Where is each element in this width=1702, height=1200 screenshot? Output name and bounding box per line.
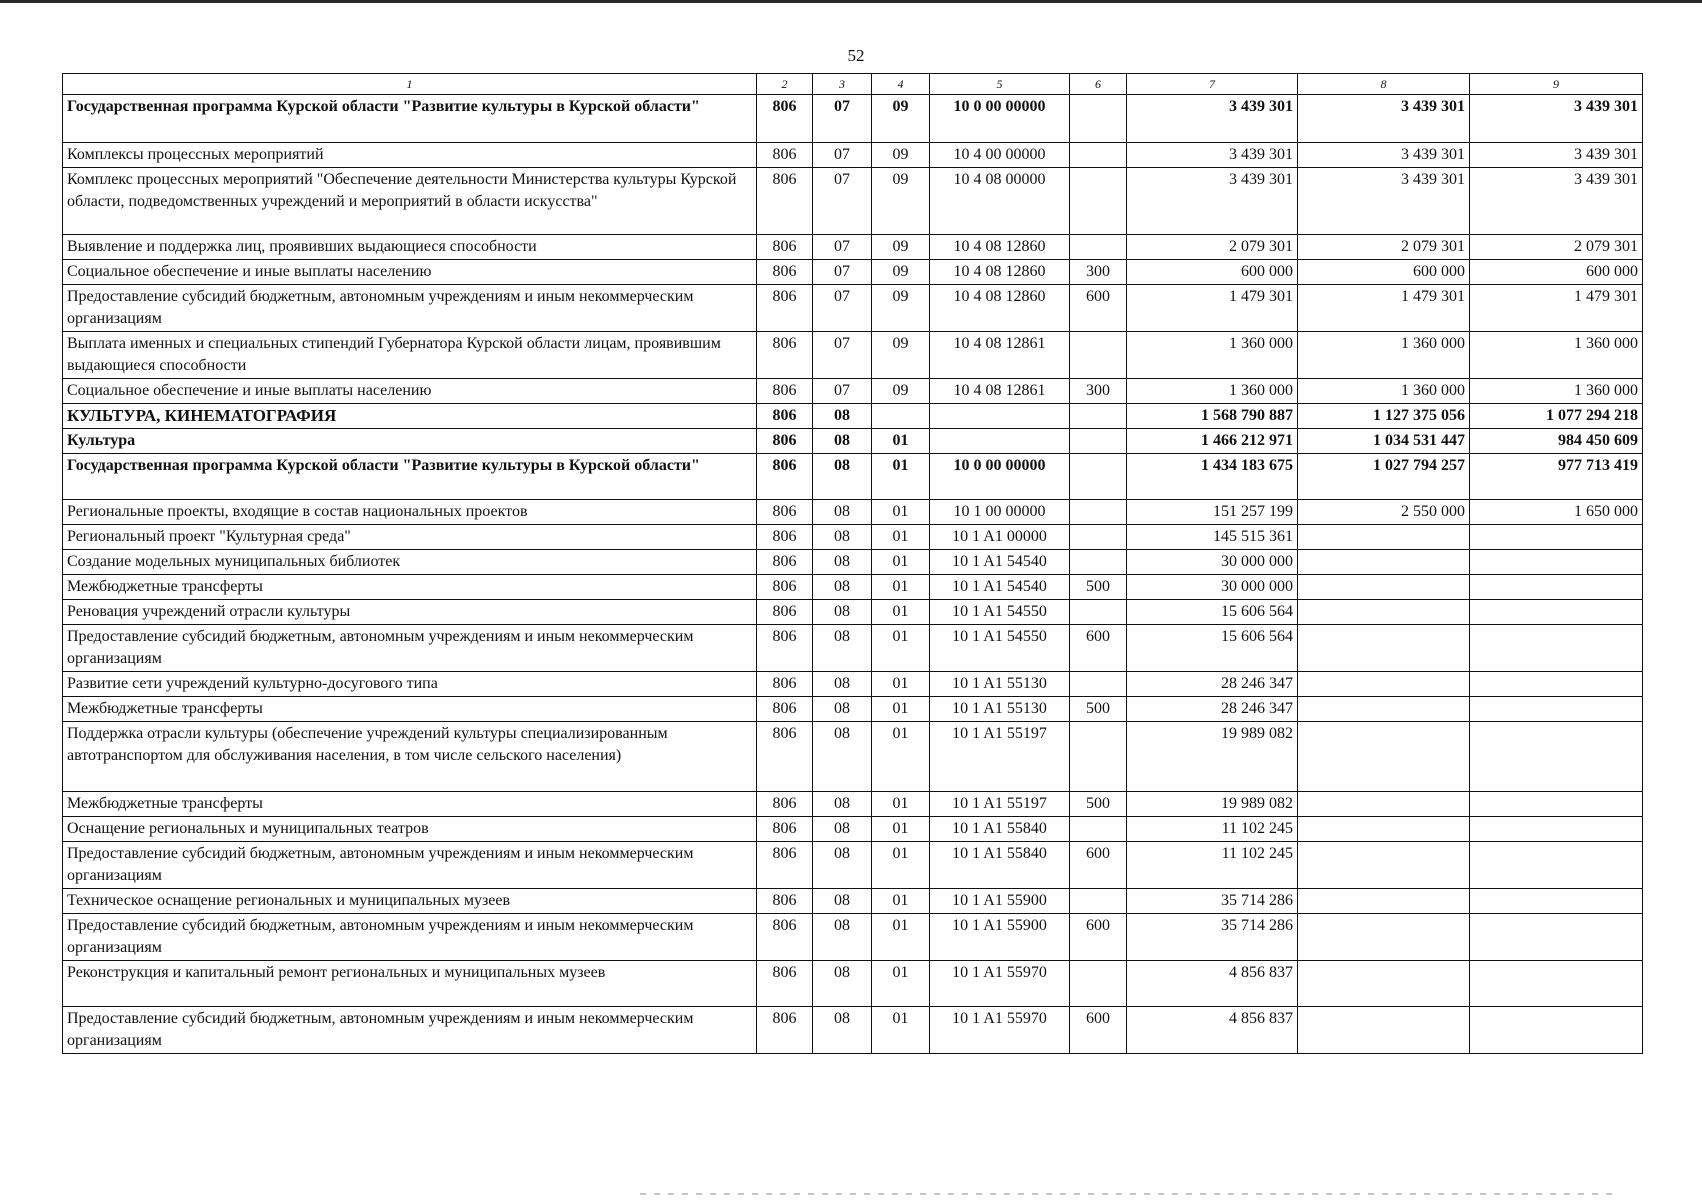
table-row bbox=[63, 168, 1643, 235]
subsection-code: 01 bbox=[872, 550, 930, 575]
amount-col-8: 1 027 794 257 bbox=[1298, 454, 1470, 500]
row-name: Социальное обеспечение и иные выплаты населению bbox=[63, 379, 757, 404]
section-code: 08 bbox=[813, 889, 872, 914]
admin-code: 806 bbox=[757, 285, 813, 332]
row-name: Культура bbox=[63, 429, 757, 454]
target-article-code: 10 1 00 00000 bbox=[930, 500, 1070, 525]
section-code: 07 bbox=[813, 285, 872, 332]
expense-type-code bbox=[1070, 600, 1127, 625]
row-name: Комплексы процессных мероприятий bbox=[63, 143, 757, 168]
expense-type-code bbox=[1070, 722, 1127, 792]
table-row bbox=[63, 285, 1643, 332]
target-article-code: 10 4 08 12861 bbox=[930, 332, 1070, 379]
expense-type-code bbox=[1070, 429, 1127, 454]
section-code: 08 bbox=[813, 404, 872, 429]
amount-col-9 bbox=[1470, 625, 1643, 672]
table-row bbox=[63, 697, 1643, 722]
amount-col-9: 600 000 bbox=[1470, 260, 1643, 285]
target-article-code: 10 4 08 12861 bbox=[930, 379, 1070, 404]
page-number: 52 bbox=[847, 46, 865, 65]
amount-col-7: 1 434 183 675 bbox=[1127, 454, 1298, 500]
amount-col-9: 1 360 000 bbox=[1470, 379, 1643, 404]
subsection-code: 01 bbox=[872, 672, 930, 697]
table-row bbox=[63, 95, 1643, 143]
section-code: 07 bbox=[813, 379, 872, 404]
section-code: 08 bbox=[813, 600, 872, 625]
amount-col-7: 4 856 837 bbox=[1127, 1007, 1298, 1054]
section-code: 08 bbox=[813, 575, 872, 600]
row-name: Предоставление субсидий бюджетным, автономным учреждениям и иным некоммерческим организациям bbox=[63, 1007, 757, 1054]
table-row bbox=[63, 143, 1643, 168]
section-code: 07 bbox=[813, 168, 872, 235]
target-article-code bbox=[930, 404, 1070, 429]
column-header: 2 bbox=[757, 74, 813, 95]
amount-col-7: 151 257 199 bbox=[1127, 500, 1298, 525]
target-article-code: 10 1 A1 55840 bbox=[930, 842, 1070, 889]
amount-col-8: 3 439 301 bbox=[1298, 168, 1470, 235]
amount-col-9 bbox=[1470, 792, 1643, 817]
amount-col-9 bbox=[1470, 722, 1643, 792]
column-header: 8 bbox=[1298, 74, 1470, 95]
target-article-code: 10 1 A1 54540 bbox=[930, 550, 1070, 575]
admin-code: 806 bbox=[757, 575, 813, 600]
amount-col-9 bbox=[1470, 1007, 1643, 1054]
amount-col-8: 1 479 301 bbox=[1298, 285, 1470, 332]
target-article-code: 10 4 08 12860 bbox=[930, 260, 1070, 285]
amount-col-8 bbox=[1298, 914, 1470, 961]
section-code: 08 bbox=[813, 697, 872, 722]
expense-type-code bbox=[1070, 889, 1127, 914]
row-name: Государственная программа Курской области "Развитие культуры в Курской области" bbox=[63, 454, 757, 500]
row-name: Предоставление субсидий бюджетным, автономным учреждениям и иным некоммерческим организациям bbox=[63, 625, 757, 672]
amount-col-7: 19 989 082 bbox=[1127, 722, 1298, 792]
expense-type-code: 500 bbox=[1070, 575, 1127, 600]
amount-col-9: 3 439 301 bbox=[1470, 143, 1643, 168]
subsection-code: 01 bbox=[872, 1007, 930, 1054]
row-name: Комплекс процессных мероприятий "Обеспечение деятельности Министерства культуры Курской области, подведомственных учреждений и мероприятий в области искусства" bbox=[63, 168, 757, 235]
admin-code: 806 bbox=[757, 722, 813, 792]
column-header: 1 bbox=[63, 74, 757, 95]
table-row bbox=[63, 792, 1643, 817]
section-code: 07 bbox=[813, 95, 872, 143]
target-article-code: 10 1 A1 54550 bbox=[930, 625, 1070, 672]
admin-code: 806 bbox=[757, 914, 813, 961]
admin-code: 806 bbox=[757, 792, 813, 817]
table-row bbox=[63, 600, 1643, 625]
subsection-code: 09 bbox=[872, 260, 930, 285]
section-code: 08 bbox=[813, 914, 872, 961]
section-code: 08 bbox=[813, 500, 872, 525]
amount-col-8 bbox=[1298, 575, 1470, 600]
section-code: 08 bbox=[813, 1007, 872, 1054]
subsection-code: 01 bbox=[872, 914, 930, 961]
column-header: 4 bbox=[872, 74, 930, 95]
subsection-code: 01 bbox=[872, 889, 930, 914]
amount-col-7: 1 568 790 887 bbox=[1127, 404, 1298, 429]
section-code: 08 bbox=[813, 792, 872, 817]
section-code: 07 bbox=[813, 143, 872, 168]
table-row bbox=[63, 550, 1643, 575]
row-name: Реконструкция и капитальный ремонт региональных и муниципальных музеев bbox=[63, 961, 757, 1007]
expense-type-code bbox=[1070, 95, 1127, 143]
target-article-code: 10 1 A1 55197 bbox=[930, 722, 1070, 792]
table-row bbox=[63, 500, 1643, 525]
section-code: 08 bbox=[813, 817, 872, 842]
section-code: 08 bbox=[813, 429, 872, 454]
scan-artifact bbox=[640, 1193, 1620, 1195]
subsection-code: 01 bbox=[872, 842, 930, 889]
amount-col-9: 1 479 301 bbox=[1470, 285, 1643, 332]
section-code: 07 bbox=[813, 260, 872, 285]
row-name: Оснащение региональных и муниципальных театров bbox=[63, 817, 757, 842]
table-row bbox=[63, 625, 1643, 672]
table-row bbox=[63, 379, 1643, 404]
row-name: Межбюджетные трансферты bbox=[63, 792, 757, 817]
amount-col-9 bbox=[1470, 575, 1643, 600]
expense-type-code: 600 bbox=[1070, 914, 1127, 961]
amount-col-8 bbox=[1298, 889, 1470, 914]
amount-col-7: 2 079 301 bbox=[1127, 235, 1298, 260]
amount-col-9: 1 360 000 bbox=[1470, 332, 1643, 379]
table-row bbox=[63, 961, 1643, 1007]
table-row bbox=[63, 454, 1643, 500]
expense-type-code bbox=[1070, 672, 1127, 697]
subsection-code: 01 bbox=[872, 722, 930, 792]
amount-col-7: 35 714 286 bbox=[1127, 889, 1298, 914]
amount-col-7: 15 606 564 bbox=[1127, 600, 1298, 625]
admin-code: 806 bbox=[757, 817, 813, 842]
amount-col-8 bbox=[1298, 525, 1470, 550]
amount-col-9 bbox=[1470, 600, 1643, 625]
column-header: 5 bbox=[930, 74, 1070, 95]
amount-col-9: 1 077 294 218 bbox=[1470, 404, 1643, 429]
expense-type-code bbox=[1070, 525, 1127, 550]
table-row bbox=[63, 235, 1643, 260]
subsection-code: 09 bbox=[872, 285, 930, 332]
expense-type-code: 500 bbox=[1070, 697, 1127, 722]
amount-col-8: 2 550 000 bbox=[1298, 500, 1470, 525]
amount-col-8 bbox=[1298, 792, 1470, 817]
amount-col-8: 3 439 301 bbox=[1298, 143, 1470, 168]
amount-col-8 bbox=[1298, 672, 1470, 697]
amount-col-7: 11 102 245 bbox=[1127, 842, 1298, 889]
amount-col-9 bbox=[1470, 697, 1643, 722]
subsection-code: 01 bbox=[872, 961, 930, 1007]
admin-code: 806 bbox=[757, 600, 813, 625]
target-article-code bbox=[930, 429, 1070, 454]
row-name: Реновация учреждений отрасли культуры bbox=[63, 600, 757, 625]
target-article-code: 10 1 A1 55840 bbox=[930, 817, 1070, 842]
amount-col-9: 1 650 000 bbox=[1470, 500, 1643, 525]
subsection-code: 01 bbox=[872, 697, 930, 722]
section-code: 08 bbox=[813, 842, 872, 889]
subsection-code: 01 bbox=[872, 454, 930, 500]
table-row bbox=[63, 332, 1643, 379]
target-article-code: 10 1 A1 00000 bbox=[930, 525, 1070, 550]
amount-col-7: 145 515 361 bbox=[1127, 525, 1298, 550]
section-code: 07 bbox=[813, 235, 872, 260]
amount-col-8: 1 127 375 056 bbox=[1298, 404, 1470, 429]
amount-col-8 bbox=[1298, 722, 1470, 792]
subsection-code: 09 bbox=[872, 95, 930, 143]
subsection-code: 09 bbox=[872, 143, 930, 168]
subsection-code: 09 bbox=[872, 379, 930, 404]
target-article-code: 10 1 A1 55970 bbox=[930, 1007, 1070, 1054]
expense-type-code bbox=[1070, 143, 1127, 168]
admin-code: 806 bbox=[757, 1007, 813, 1054]
amount-col-7: 28 246 347 bbox=[1127, 672, 1298, 697]
expense-type-code: 600 bbox=[1070, 1007, 1127, 1054]
table-row bbox=[63, 672, 1643, 697]
expense-type-code bbox=[1070, 454, 1127, 500]
table-row bbox=[63, 260, 1643, 285]
target-article-code: 10 1 A1 55970 bbox=[930, 961, 1070, 1007]
budget-table bbox=[62, 73, 1643, 1054]
amount-col-9 bbox=[1470, 817, 1643, 842]
amount-col-8 bbox=[1298, 550, 1470, 575]
row-name: Развитие сети учреждений культурно-досугового типа bbox=[63, 672, 757, 697]
amount-col-7: 1 360 000 bbox=[1127, 379, 1298, 404]
expense-type-code: 600 bbox=[1070, 285, 1127, 332]
admin-code: 806 bbox=[757, 260, 813, 285]
row-name: Поддержка отрасли культуры (обеспечение учреждений культуры специализированным автотранспортом для обслуживания населения, в том числе сельского населения) bbox=[63, 722, 757, 792]
amount-col-8: 1 034 531 447 bbox=[1298, 429, 1470, 454]
target-article-code: 10 0 00 00000 bbox=[930, 454, 1070, 500]
column-header: 6 bbox=[1070, 74, 1127, 95]
table-row bbox=[63, 575, 1643, 600]
subsection-code: 09 bbox=[872, 235, 930, 260]
row-name: Предоставление субсидий бюджетным, автономным учреждениям и иным некоммерческим организациям bbox=[63, 285, 757, 332]
row-name: Государственная программа Курской области "Развитие культуры в Курской области" bbox=[63, 95, 757, 143]
expense-type-code bbox=[1070, 817, 1127, 842]
amount-col-8 bbox=[1298, 961, 1470, 1007]
amount-col-7: 35 714 286 bbox=[1127, 914, 1298, 961]
column-header: 7 bbox=[1127, 74, 1298, 95]
expense-type-code bbox=[1070, 500, 1127, 525]
amount-col-7: 15 606 564 bbox=[1127, 625, 1298, 672]
expense-type-code: 600 bbox=[1070, 625, 1127, 672]
expense-type-code bbox=[1070, 168, 1127, 235]
target-article-code: 10 1 A1 55197 bbox=[930, 792, 1070, 817]
table-row bbox=[63, 722, 1643, 792]
column-number-header-row bbox=[63, 74, 1643, 95]
amount-col-9: 2 079 301 bbox=[1470, 235, 1643, 260]
subsection-code: 01 bbox=[872, 525, 930, 550]
amount-col-7: 28 246 347 bbox=[1127, 697, 1298, 722]
row-name: Выплата именных и специальных стипендий Губернатора Курской области лицам, проявившим выдающиеся способности bbox=[63, 332, 757, 379]
admin-code: 806 bbox=[757, 525, 813, 550]
amount-col-8: 1 360 000 bbox=[1298, 332, 1470, 379]
amount-col-9 bbox=[1470, 961, 1643, 1007]
expense-type-code bbox=[1070, 235, 1127, 260]
subsection-code: 09 bbox=[872, 332, 930, 379]
admin-code: 806 bbox=[757, 454, 813, 500]
target-article-code: 10 1 A1 55900 bbox=[930, 914, 1070, 961]
admin-code: 806 bbox=[757, 697, 813, 722]
amount-col-7: 1 479 301 bbox=[1127, 285, 1298, 332]
target-article-code: 10 1 A1 54550 bbox=[930, 600, 1070, 625]
admin-code: 806 bbox=[757, 235, 813, 260]
subsection-code: 01 bbox=[872, 817, 930, 842]
amount-col-7: 1 360 000 bbox=[1127, 332, 1298, 379]
row-name: КУЛЬТУРА, КИНЕМАТОГРАФИЯ bbox=[63, 404, 757, 429]
amount-col-7: 11 102 245 bbox=[1127, 817, 1298, 842]
expense-type-code: 300 bbox=[1070, 379, 1127, 404]
admin-code: 806 bbox=[757, 500, 813, 525]
admin-code: 806 bbox=[757, 404, 813, 429]
row-name: Региональные проекты, входящие в состав национальных проектов bbox=[63, 500, 757, 525]
amount-col-8 bbox=[1298, 842, 1470, 889]
row-name: Региональный проект "Культурная среда" bbox=[63, 525, 757, 550]
scan-edge bbox=[0, 0, 1702, 3]
amount-col-9: 984 450 609 bbox=[1470, 429, 1643, 454]
subsection-code: 01 bbox=[872, 575, 930, 600]
expense-type-code bbox=[1070, 961, 1127, 1007]
amount-col-7: 19 989 082 bbox=[1127, 792, 1298, 817]
subsection-code: 01 bbox=[872, 429, 930, 454]
section-code: 08 bbox=[813, 625, 872, 672]
target-article-code: 10 4 00 00000 bbox=[930, 143, 1070, 168]
subsection-code: 01 bbox=[872, 625, 930, 672]
section-code: 08 bbox=[813, 550, 872, 575]
amount-col-7: 3 439 301 bbox=[1127, 143, 1298, 168]
amount-col-8: 2 079 301 bbox=[1298, 235, 1470, 260]
target-article-code: 10 4 08 12860 bbox=[930, 285, 1070, 332]
row-name: Техническое оснащение региональных и муниципальных музеев bbox=[63, 889, 757, 914]
row-name: Социальное обеспечение и иные выплаты населению bbox=[63, 260, 757, 285]
amount-col-7: 3 439 301 bbox=[1127, 95, 1298, 143]
expense-type-code: 300 bbox=[1070, 260, 1127, 285]
target-article-code: 10 1 A1 55130 bbox=[930, 697, 1070, 722]
amount-col-9 bbox=[1470, 672, 1643, 697]
admin-code: 806 bbox=[757, 168, 813, 235]
amount-col-7: 600 000 bbox=[1127, 260, 1298, 285]
amount-col-9 bbox=[1470, 842, 1643, 889]
admin-code: 806 bbox=[757, 889, 813, 914]
column-header: 3 bbox=[813, 74, 872, 95]
row-name: Предоставление субсидий бюджетным, автономным учреждениям и иным некоммерческим организациям bbox=[63, 842, 757, 889]
amount-col-8 bbox=[1298, 1007, 1470, 1054]
expense-type-code: 500 bbox=[1070, 792, 1127, 817]
row-name: Межбюджетные трансферты bbox=[63, 575, 757, 600]
subsection-code: 01 bbox=[872, 792, 930, 817]
target-article-code: 10 1 A1 55900 bbox=[930, 889, 1070, 914]
subsection-code: 01 bbox=[872, 600, 930, 625]
target-article-code: 10 1 A1 54540 bbox=[930, 575, 1070, 600]
amount-col-8 bbox=[1298, 625, 1470, 672]
row-name: Предоставление субсидий бюджетным, автономным учреждениям и иным некоммерческим организациям bbox=[63, 914, 757, 961]
target-article-code: 10 1 A1 55130 bbox=[930, 672, 1070, 697]
amount-col-9: 977 713 419 bbox=[1470, 454, 1643, 500]
target-article-code: 10 4 08 00000 bbox=[930, 168, 1070, 235]
section-code: 08 bbox=[813, 454, 872, 500]
table-row bbox=[63, 817, 1643, 842]
section-code: 08 bbox=[813, 961, 872, 1007]
table-row bbox=[63, 914, 1643, 961]
amount-col-9 bbox=[1470, 914, 1643, 961]
table-body bbox=[63, 95, 1643, 1054]
amount-col-9: 3 439 301 bbox=[1470, 168, 1643, 235]
expense-type-code bbox=[1070, 550, 1127, 575]
amount-col-9 bbox=[1470, 550, 1643, 575]
amount-col-7: 4 856 837 bbox=[1127, 961, 1298, 1007]
expense-type-code bbox=[1070, 332, 1127, 379]
admin-code: 806 bbox=[757, 672, 813, 697]
section-code: 08 bbox=[813, 722, 872, 792]
table-row bbox=[63, 525, 1643, 550]
subsection-code: 09 bbox=[872, 168, 930, 235]
amount-col-8 bbox=[1298, 600, 1470, 625]
amount-col-8: 1 360 000 bbox=[1298, 379, 1470, 404]
table-row bbox=[63, 889, 1643, 914]
amount-col-7: 3 439 301 bbox=[1127, 168, 1298, 235]
admin-code: 806 bbox=[757, 379, 813, 404]
admin-code: 806 bbox=[757, 961, 813, 1007]
admin-code: 806 bbox=[757, 625, 813, 672]
amount-col-7: 30 000 000 bbox=[1127, 575, 1298, 600]
section-code: 08 bbox=[813, 672, 872, 697]
amount-col-9: 3 439 301 bbox=[1470, 95, 1643, 143]
expense-type-code bbox=[1070, 404, 1127, 429]
row-name: Межбюджетные трансферты bbox=[63, 697, 757, 722]
section-code: 08 bbox=[813, 525, 872, 550]
amount-col-8: 600 000 bbox=[1298, 260, 1470, 285]
amount-col-8 bbox=[1298, 817, 1470, 842]
table-row bbox=[63, 404, 1643, 429]
subsection-code: 01 bbox=[872, 500, 930, 525]
admin-code: 806 bbox=[757, 429, 813, 454]
table-row bbox=[63, 1007, 1643, 1054]
amount-col-8 bbox=[1298, 697, 1470, 722]
amount-col-9 bbox=[1470, 889, 1643, 914]
row-name: Выявление и поддержка лиц, проявивших выдающиеся способности bbox=[63, 235, 757, 260]
table-row bbox=[63, 429, 1643, 454]
column-header: 9 bbox=[1470, 74, 1643, 95]
admin-code: 806 bbox=[757, 95, 813, 143]
amount-col-7: 30 000 000 bbox=[1127, 550, 1298, 575]
target-article-code: 10 0 00 00000 bbox=[930, 95, 1070, 143]
admin-code: 806 bbox=[757, 842, 813, 889]
amount-col-7: 1 466 212 971 bbox=[1127, 429, 1298, 454]
section-code: 07 bbox=[813, 332, 872, 379]
admin-code: 806 bbox=[757, 550, 813, 575]
amount-col-8: 3 439 301 bbox=[1298, 95, 1470, 143]
admin-code: 806 bbox=[757, 143, 813, 168]
target-article-code: 10 4 08 12860 bbox=[930, 235, 1070, 260]
row-name: Создание модельных муниципальных библиотек bbox=[63, 550, 757, 575]
subsection-code bbox=[872, 404, 930, 429]
table-row bbox=[63, 842, 1643, 889]
expense-type-code: 600 bbox=[1070, 842, 1127, 889]
admin-code: 806 bbox=[757, 332, 813, 379]
amount-col-9 bbox=[1470, 525, 1643, 550]
